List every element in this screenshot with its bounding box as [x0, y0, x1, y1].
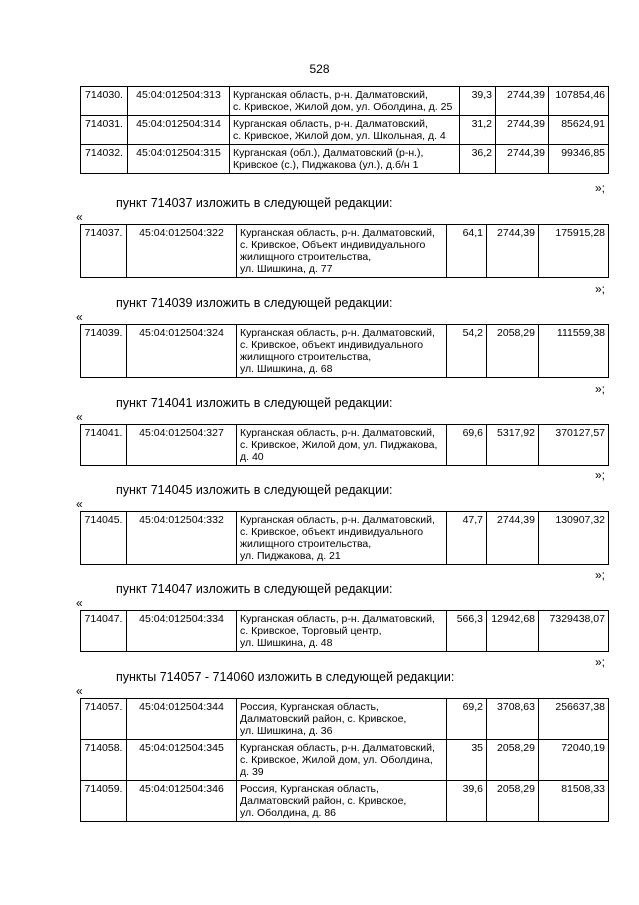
cadastral-number-cell: 45:04:012504:322 — [127, 225, 237, 278]
data-table — [80, 324, 609, 378]
area-cell: 36,2 — [460, 145, 496, 174]
table-row — [81, 325, 609, 378]
address-line: Курганская область, р-н. Далматовский, — [240, 514, 435, 526]
cadastral-number-cell: 45:04:012504:334 — [127, 611, 237, 652]
row-number-cell: 714031. — [81, 116, 128, 145]
close-quote: »; — [595, 181, 606, 195]
page-number: 528 — [309, 62, 330, 76]
address-line: Курганская область, р-н. Далматовский, — [233, 118, 428, 130]
address-line: д. 39 — [240, 766, 264, 778]
data-table — [80, 610, 609, 652]
value-cell: 81508,33 — [539, 781, 609, 822]
row-number-cell: 714045. — [81, 512, 127, 565]
address-cell — [237, 425, 447, 466]
address-line: Курганская (обл.), Далматовский (р-н.), — [233, 147, 424, 159]
value-cell: 7329438,07 — [539, 611, 609, 652]
rate-cell: 2744,39 — [487, 225, 539, 278]
address-cell — [237, 611, 447, 652]
address-line: Курганская область, р-н. Далматовский, — [240, 427, 435, 439]
address-line: с. Кривское, объект индивидуального — [240, 339, 424, 351]
table-row — [81, 225, 609, 278]
section-heading-1: пункт 714037 изложить в следующей редакции: — [116, 196, 393, 210]
table-row — [81, 425, 609, 466]
section-heading-4: пункт 714045 изложить в следующей редакции: — [116, 483, 393, 497]
address-line: с. Кривское, Жилой дом, ул. Оболдина, — [240, 754, 433, 766]
rate-cell: 2058,29 — [487, 781, 539, 822]
area-cell: 566,3 — [447, 611, 487, 652]
area-cell: 31,2 — [460, 116, 496, 145]
open-quote: « — [76, 410, 83, 424]
address-line: с. Кривское, Торговый центр, — [240, 625, 382, 637]
value-cell: 85624,91 — [549, 116, 609, 145]
address-line: ул. Оболдина, д. 86 — [240, 807, 337, 819]
area-cell: 39,6 — [447, 781, 487, 822]
address-line: Россия, Курганская область, — [240, 701, 379, 713]
cadastral-number-cell: 45:04:012504:327 — [127, 425, 237, 466]
value-cell: 72040,19 — [539, 740, 609, 781]
row-number-cell: 714032. — [81, 145, 128, 174]
address-line: Далматовский район, с. Кривское, — [240, 795, 407, 807]
table-section-2 — [80, 324, 609, 378]
address-line: ул. Шишкина, д. 48 — [240, 637, 333, 649]
address-cell — [237, 699, 447, 740]
area-cell: 47,7 — [447, 512, 487, 565]
open-quote: « — [76, 310, 83, 324]
open-quote: « — [76, 596, 83, 610]
address-line: Курганская область, р-н. Далматовский, — [240, 742, 435, 754]
address-line: Курганская область, р-н. Далматовский, — [240, 327, 435, 339]
value-cell: 256637,38 — [539, 699, 609, 740]
address-line: Курганская область, р-н. Далматовский, — [240, 613, 435, 625]
data-table — [80, 424, 609, 466]
address-cell — [237, 512, 447, 565]
row-number-cell: 714057. — [81, 699, 127, 740]
address-line: с. Кривское, объект индивидуального — [240, 526, 424, 538]
address-cell — [230, 145, 460, 174]
cadastral-number-cell: 45:04:012504:346 — [127, 781, 237, 822]
row-number-cell: 714058. — [81, 740, 127, 781]
address-line: с. Кривское, Жилой дом, ул. Оболдина, д. 25 — [233, 101, 453, 113]
address-line: Курганская область, р-н. Далматовский, — [240, 227, 435, 239]
address-line: ул. Шишкина, д. 68 — [240, 363, 333, 375]
cadastral-number-cell: 45:04:012504:314 — [128, 116, 230, 145]
area-cell: 35 — [447, 740, 487, 781]
cadastral-number-cell: 45:04:012504:332 — [127, 512, 237, 565]
row-number-cell: 714037. — [81, 225, 127, 278]
close-quote: »; — [595, 282, 606, 296]
table-row — [81, 611, 609, 652]
data-table — [80, 224, 609, 278]
address-line: жилищного строительства, — [240, 251, 372, 263]
data-table — [80, 698, 609, 822]
area-cell: 39,3 — [460, 87, 496, 116]
open-quote: « — [76, 210, 83, 224]
table-row — [81, 87, 609, 116]
rate-cell: 2744,39 — [496, 87, 549, 116]
address-cell — [237, 325, 447, 378]
data-table — [80, 511, 609, 565]
address-line: с. Кривское, Жилой дом, ул. Школьная, д. 4 — [233, 130, 446, 142]
address-line: Кривское (с.), Пиджакова (ул.), д.б/н 1 — [233, 159, 419, 171]
address-line: д. 40 — [240, 451, 264, 463]
value-cell: 175915,28 — [539, 225, 609, 278]
cadastral-number-cell: 45:04:012504:344 — [127, 699, 237, 740]
table-section-1 — [80, 224, 609, 278]
row-number-cell: 714059. — [81, 781, 127, 822]
address-line: жилищного строительства, — [240, 351, 372, 363]
table-row — [81, 740, 609, 781]
address-line: Курганская область, р-н. Далматовский, — [233, 89, 428, 101]
rate-cell: 3708,63 — [487, 699, 539, 740]
open-quote: « — [76, 684, 83, 698]
row-number-cell: 714039. — [81, 325, 127, 378]
close-quote: »; — [595, 655, 606, 669]
table-section-0 — [80, 86, 609, 174]
address-line: жилищного строительства, — [240, 538, 372, 550]
table-row — [81, 145, 609, 174]
address-cell — [237, 740, 447, 781]
address-line: с. Кривское, Объект индивидуального — [240, 239, 426, 251]
address-line: с. Кривское, Жилой дом, ул. Пиджакова, — [240, 439, 438, 451]
table-section-6 — [80, 698, 609, 822]
row-number-cell: 714047. — [81, 611, 127, 652]
address-cell — [230, 87, 460, 116]
address-line: ул. Пиджакова, д. 21 — [240, 550, 341, 562]
value-cell: 370127,57 — [539, 425, 609, 466]
rate-cell: 2744,39 — [487, 512, 539, 565]
close-quote: »; — [595, 468, 606, 482]
area-cell: 64,1 — [447, 225, 487, 278]
cadastral-number-cell: 45:04:012504:345 — [127, 740, 237, 781]
rate-cell: 2058,29 — [487, 740, 539, 781]
row-number-cell: 714030. — [81, 87, 128, 116]
data-table — [80, 86, 609, 174]
value-cell: 111559,38 — [539, 325, 609, 378]
rate-cell: 2744,39 — [496, 116, 549, 145]
row-number-cell: 714041. — [81, 425, 127, 466]
rate-cell: 5317,92 — [487, 425, 539, 466]
value-cell: 130907,32 — [539, 512, 609, 565]
table-row — [81, 116, 609, 145]
address-line: Далматовский район, с. Кривское, — [240, 713, 407, 725]
section-heading-2: пункт 714039 изложить в следующей редакции: — [116, 296, 393, 310]
table-row — [81, 699, 609, 740]
close-quote: »; — [595, 568, 606, 582]
rate-cell: 2744,39 — [496, 145, 549, 174]
address-cell — [237, 225, 447, 278]
address-cell — [230, 116, 460, 145]
address-cell — [237, 781, 447, 822]
table-section-5 — [80, 610, 609, 652]
open-quote: « — [76, 497, 83, 511]
area-cell: 69,6 — [447, 425, 487, 466]
rate-cell: 12942,68 — [487, 611, 539, 652]
area-cell: 69,2 — [447, 699, 487, 740]
value-cell: 99346,85 — [549, 145, 609, 174]
table-section-3 — [80, 424, 609, 466]
cadastral-number-cell: 45:04:012504:313 — [128, 87, 230, 116]
cadastral-number-cell: 45:04:012504:315 — [128, 145, 230, 174]
rate-cell: 2058,29 — [487, 325, 539, 378]
address-line: ул. Шишкина, д. 36 — [240, 725, 333, 737]
cadastral-number-cell: 45:04:012504:324 — [127, 325, 237, 378]
value-cell: 107854,46 — [549, 87, 609, 116]
area-cell: 54,2 — [447, 325, 487, 378]
address-line: ул. Шишкина, д. 77 — [240, 263, 333, 275]
section-heading-6: пункты 714057 - 714060 изложить в следующей редакции: — [116, 670, 455, 684]
section-heading-3: пункт 714041 изложить в следующей редакции: — [116, 396, 393, 410]
table-section-4 — [80, 511, 609, 565]
table-row — [81, 781, 609, 822]
address-line: Россия, Курганская область, — [240, 783, 379, 795]
section-heading-5: пункт 714047 изложить в следующей редакции: — [116, 582, 393, 596]
table-row — [81, 512, 609, 565]
close-quote: »; — [595, 382, 606, 396]
